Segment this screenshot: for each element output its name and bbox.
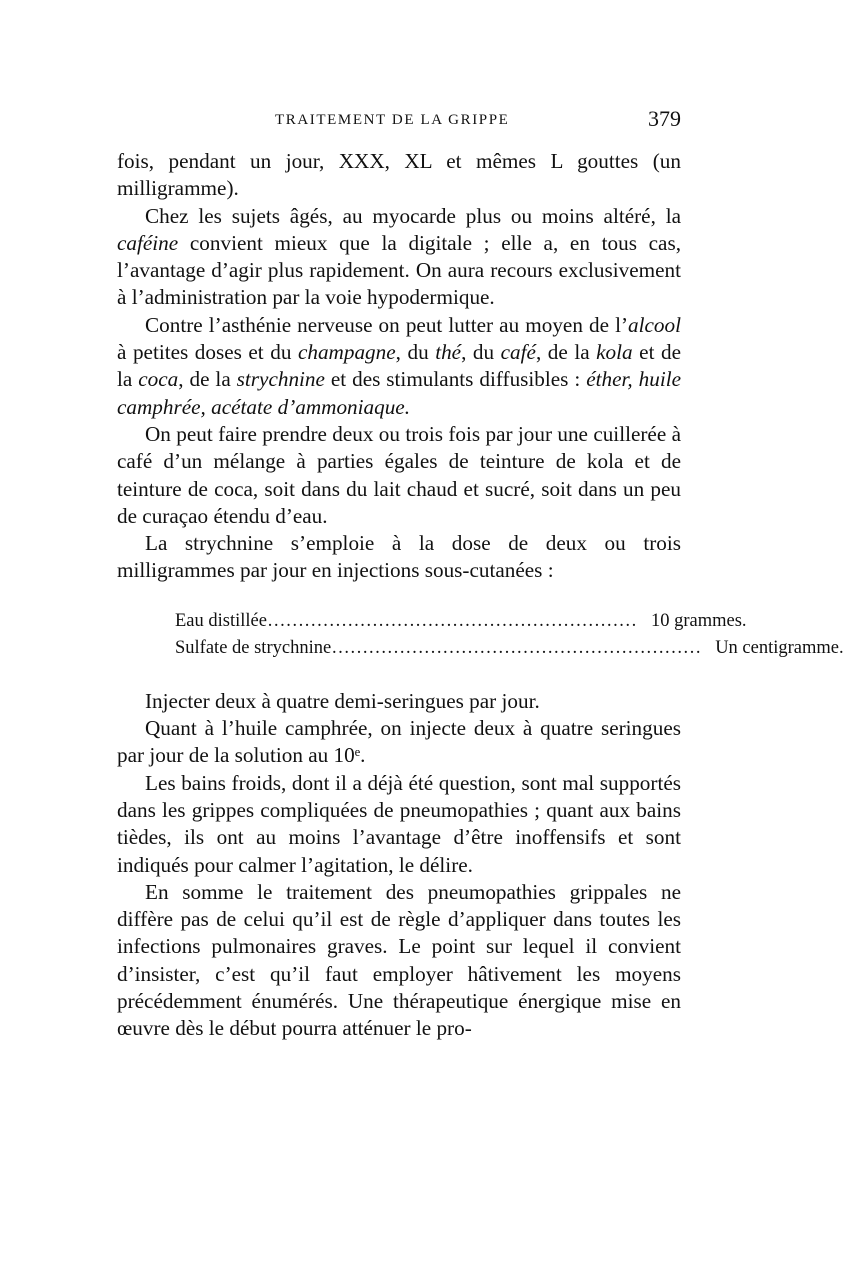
italic-term: éther, huile camphrée, acétate d’ammoniaque. [117,367,681,419]
text-run: , du [395,340,436,365]
paragraph [117,148,681,203]
dot-leader: …………………………………………………… [266,610,637,631]
text-run: Contre l’asthénie nerveuse on peut lutter au moyen de l’ [145,312,629,337]
page-number: 379 [648,106,681,131]
text-run: Les bains froids, dont il a déjà été question, sont mal supportés dans les grippes compliquées de pneumopathies ; quant aux bains tièdes, ils ont au moins l’avantage d’être inoffensifs et sont indiqués pour calmer l’agitation, le délire. [117,770,681,877]
text-run: Chez les sujets âgés, au myocarde plus ou moins altéré, la [145,203,681,228]
text-run: et de la [117,340,682,392]
text-run: , de la [535,340,597,365]
italic-term: thé [435,340,462,365]
text-run: fois, pendant un jour, XXX, XL et mêmes L gouttes (un milligramme). [117,149,681,201]
text-run: convient mieux que la digitale ; elle a, en tous cas, l’avantage d’agir plus rapidement. On aura recours exclusivement à l’administration par la voie hypodermique. [117,230,681,310]
prescription-quantity: 10 grammes. [650,610,747,631]
running-header [117,108,681,148]
text-run: La strychnine s’emploie à la dose de deux ou trois milligrammes par jour en injections sous-cutanées : [117,531,681,583]
paragraph [117,879,681,1043]
book-page [117,106,844,1043]
paragraph [117,688,681,715]
text-run: à petites doses et du [117,340,298,365]
text-run: Injecter deux à quatre demi-seringues par jour. [145,688,540,713]
prescription-ingredient: Sulfate de strychnine…………………………………………………… [175,637,702,658]
italic-term: strychnine [236,367,325,392]
paragraph [117,770,681,879]
text-run: On peut faire prendre deux ou trois fois par jour une cuillerée à café d’un mélange à parties égales de teinture de kola et de teinture de coca, soit dans du lait chaud et sucré, soit dans un peu de curaçao étendu d’eau. [117,421,681,528]
dot-leader: …………………………………………………… [331,637,702,658]
italic-term: coca [138,367,179,392]
text-run: et des stimulants diffusibles : [324,367,587,392]
prescription-table [175,608,844,662]
italic-term: caféine [117,230,179,255]
prescription-ingredient: Eau distillée…………………………………………………… [175,610,637,631]
paragraph [117,203,681,312]
text-run: , de la [178,367,237,392]
prescription-quantity: Un centigramme. [715,637,844,658]
paragraph [117,312,681,421]
text-run: Quant à l’huile camphrée, on injecte deux à quatre seringues par jour de la solution au 10ᵉ. [117,716,681,768]
paragraph [117,530,681,585]
text-run: En somme le traitement des pneumopathies grippales ne diffère pas de celui qu’il est de règle d’appliquer dans toutes les infections pulmonaires graves. Le point sur lequel il convient d’insister, c’est qu’il faut employer hâtivement les moyens précédemment énumérés. Une thérapeutique énergique mise en œuvre dès le début pourra atténuer le pro- [117,879,681,1041]
paragraph [117,421,681,530]
running-title: TRAITEMENT DE LA GRIPPE [275,112,510,128]
text-run: , du [461,340,501,365]
italic-term: champagne [297,340,396,365]
prescription-row [175,635,844,662]
prescription-row [175,608,747,635]
italic-term: kola [596,340,633,365]
paragraph [117,715,681,770]
italic-term: alcool [628,312,681,337]
italic-term: café [500,340,536,365]
